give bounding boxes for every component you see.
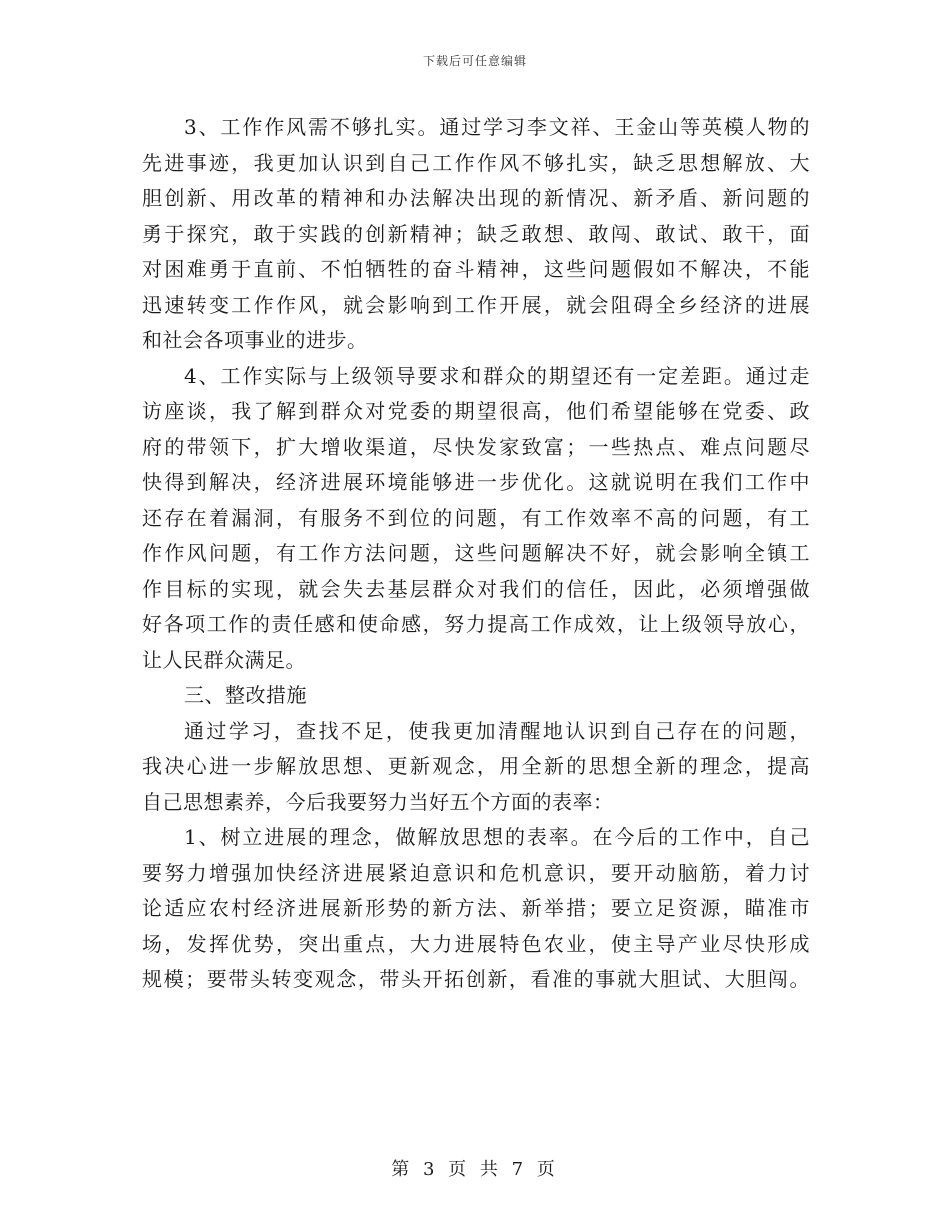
- paragraph-line: 胆创新、用改革的精神和办法解决出现的新情况、新矛盾、新问题的: [142, 186, 810, 210]
- paragraph-line: 1、树立进展的理念，做解放思想的表率。在今后的工作中，自己: [184, 825, 810, 849]
- paragraph-line: 规模；要带头转变观念，带头开拓创新，看准的事就大胆试、大胆闯。: [142, 967, 810, 991]
- paragraph-line: 迅速转变工作作风，就会影响到工作开展，就会阻碍全乡经济的进展: [142, 292, 810, 317]
- document-body: [142, 110, 810, 998]
- page-header-note: 下载后可任意编辑: [422, 54, 527, 68]
- paragraph-line: 通过学习，查找不足，使我更加清醒地认识到自己存在的问题，: [184, 718, 810, 743]
- paragraph-line: 论适应农村经济进展新形势的新方法、新举措；要立足资源，瞄准市: [142, 896, 810, 920]
- paragraph-line: 我决心进一步解放思想、更新观念，用全新的思想全新的理念，提高: [142, 754, 810, 778]
- paragraph-line: 还存在着漏洞，有服务不到位的问题，有工作效率不高的问题，有工: [142, 505, 810, 530]
- paragraph-line: 4、工作实际与上级领导要求和群众的期望还有一定差距。通过走: [184, 363, 810, 388]
- paragraph-line: 勇于探究，敢于实践的创新精神；缺乏敢想、敢闯、敢试、敢干，面: [142, 221, 810, 246]
- paragraph-line: 府的带领下，扩大增收渠道，尽快发家致富；一些热点、难点问题尽: [142, 434, 810, 459]
- paragraph-line: 和社会各项事业的进步。: [142, 328, 368, 352]
- paragraph-line: 让人民群众满足。: [142, 647, 306, 672]
- paragraph-line: 访座谈，我了解到群众对党委的期望很高，他们希望能够在党委、政: [142, 399, 810, 423]
- section-heading: 三、整改措施: [184, 683, 307, 707]
- paragraph-line: 场，发挥优势，突出重点，大力进展特色农业，使主导产业尽快形成: [142, 931, 810, 956]
- paragraph-line: 自己思想素养，今后我要努力当好五个方面的表率：: [142, 789, 614, 814]
- paragraph-line: 先进事迹，我更加认识到自己工作作风不够扎实，缺乏思想解放、大: [142, 150, 810, 175]
- paragraph-line: 好各项工作的责任感和使命感，努力提高工作成效，让上级领导放心，: [142, 612, 810, 636]
- paragraph-line: 要努力增强加快经济进展紧迫意识和危机意识，要开动脑筋，着力讨: [142, 860, 810, 885]
- paragraph-line: 快得到解决，经济进展环境能够进一步优化。这就说明在我们工作中: [142, 470, 810, 494]
- paragraph-line: 作作风问题，有工作方法问题，这些问题解决不好，就会影响全镇工: [142, 541, 810, 565]
- paragraph-line: 对困难勇于直前、不怕牺牲的奋斗精神，这些问题假如不解决，不能: [142, 257, 810, 281]
- page-number: 第 3 页 共 7 页: [391, 1159, 559, 1180]
- paragraph-line: 3、工作作风需不够扎实。通过学习李文祥、王金山等英模人物的: [184, 115, 810, 139]
- paragraph-line: 作目标的实现，就会失去基层群众对我们的信任，因此，必须增强做: [142, 576, 810, 601]
